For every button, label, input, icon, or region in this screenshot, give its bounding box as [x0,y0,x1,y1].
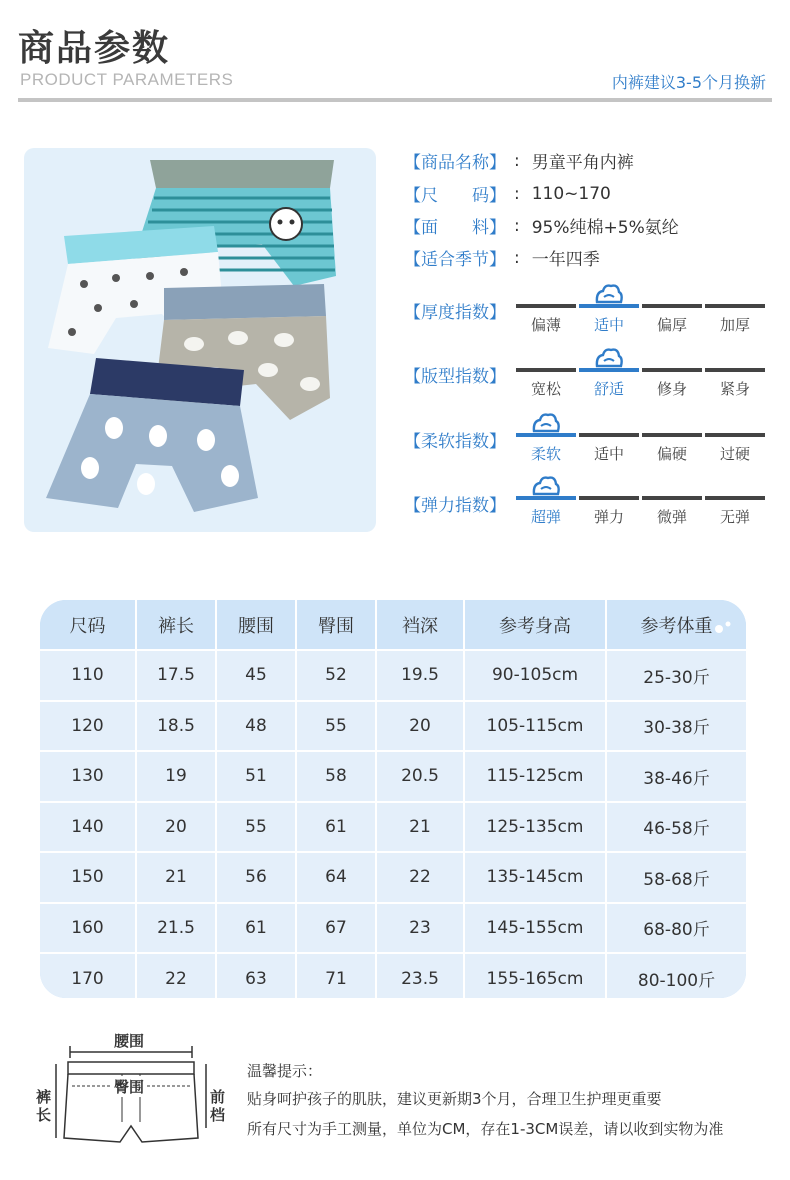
blue-briefs-image [46,358,258,512]
scale-option-label: 过硬 [719,445,750,463]
fit-scale [516,346,768,406]
table-cell: 120 [40,701,136,752]
scale-option-label: 宽松 [530,380,561,398]
column-header: 尺码 [40,600,136,650]
column-header: 裆深 [376,600,464,650]
table-cell: 20 [136,802,216,853]
replacement-note: 内裤建议3-5个月换新 [611,73,766,92]
table-row [40,903,746,954]
table-cell: 68-80斤 [606,903,746,954]
tips-title: 温馨提示： [247,1062,323,1080]
colon: : [514,183,520,204]
scale-option-label: 微弹 [656,508,687,526]
table-header-row [40,600,746,650]
table-cell: 19.5 [376,650,464,701]
page-subtitle: PRODUCT PARAMETERS [20,70,234,89]
header-divider [18,98,772,102]
info-label: 【适合季节】 [404,250,506,270]
info-label: 【商品名称】 [404,153,506,173]
scale-option-label: 偏厚 [656,316,687,334]
table-cell: 23 [376,903,464,954]
length-label: 裤长 [36,1088,52,1124]
product-photo [24,148,376,532]
index-label-fit: 【版型指数】 [404,367,506,387]
table-cell: 51 [216,751,296,802]
table-cell: 135-145cm [464,852,606,903]
table-cell: 19 [136,751,216,802]
size-table-grid [40,600,746,998]
table-cell: 21 [136,852,216,903]
scale-bar [516,433,576,437]
scale-bar [705,368,765,372]
scale-option-label: 偏薄 [530,316,561,334]
table-cell: 63 [216,953,296,998]
table-cell: 23.5 [376,953,464,998]
index-label-thickness: 【厚度指数】 [404,303,506,323]
boxer-briefs-illustration [24,148,376,532]
table-cell: 67 [296,903,376,954]
briefs-outline-diagram [36,1030,236,1170]
rise-label: 前档 [210,1088,226,1124]
info-label: 【面 料】 [404,218,506,238]
thickness-scale [516,282,768,342]
scale-option-label: 无弹 [719,508,750,526]
scale-bar [516,368,576,372]
table-cell: 58-68斤 [606,852,746,903]
column-header: 参考身高 [464,600,606,650]
info-row-name [404,148,634,173]
table-cell: 64 [296,852,376,903]
scale-bar [579,304,639,308]
table-row [40,953,746,998]
table-cell: 150 [40,852,136,903]
scale-bar [516,496,576,500]
scale-bar [705,433,765,437]
elasticity-scale [516,474,768,534]
scale-option-label: 舒适 [593,380,624,398]
scale-bar [642,304,702,308]
column-header: 参考体重 [606,600,746,650]
table-cell: 21 [376,802,464,853]
column-header: 裤长 [136,600,216,650]
info-value: 一年四季 [531,250,600,270]
info-label: 【尺 码】 [404,186,506,206]
table-cell: 61 [216,903,296,954]
table-cell: 130 [40,751,136,802]
scale-option-label: 适中 [593,445,624,463]
table-cell: 45 [216,650,296,701]
hip-label: 臀围 [114,1078,145,1096]
table-cell: 20.5 [376,751,464,802]
info-value: 男童平角内裤 [531,153,634,173]
table-row [40,802,746,853]
scale-option-label: 加厚 [719,316,750,334]
table-cell: 17.5 [136,650,216,701]
table-cell: 80-100斤 [606,953,746,998]
colon: : [514,150,520,171]
info-row-fabric [404,213,679,238]
colon: : [514,247,520,268]
table-body [40,650,746,998]
scale-bar [579,433,639,437]
scale-option-label: 修身 [656,380,687,398]
column-header: 臀围 [296,600,376,650]
table-cell: 56 [216,852,296,903]
scale-option-label: 适中 [593,316,624,334]
size-table [40,600,746,998]
table-cell: 22 [376,852,464,903]
index-label-elasticity: 【弹力指数】 [404,496,506,516]
scale-option-label: 超弹 [530,508,561,526]
table-cell: 115-125cm [464,751,606,802]
table-cell: 140 [40,802,136,853]
table-cell: 105-115cm [464,701,606,752]
scale-bar [642,496,702,500]
table-cell: 21.5 [136,903,216,954]
info-value: 95%纯棉+5%氨纶 [531,218,679,238]
selected-marker-icon [531,474,561,496]
waist-label: 腰围 [114,1032,145,1050]
info-row-season [404,245,600,270]
selected-marker-icon [594,346,624,368]
table-cell: 22 [136,953,216,998]
table-cell: 46-58斤 [606,802,746,853]
table-cell: 20 [376,701,464,752]
index-label-softness: 【柔软指数】 [404,432,506,452]
table-cell: 55 [296,701,376,752]
table-cell: 170 [40,953,136,998]
selected-marker-icon [594,282,624,304]
table-row [40,852,746,903]
table-cell: 30-38斤 [606,701,746,752]
scale-bar [579,496,639,500]
info-value: 110~170 [531,183,611,204]
table-cell: 110 [40,650,136,701]
table-cell: 18.5 [136,701,216,752]
table-row [40,751,746,802]
scale-bar [705,304,765,308]
scale-option-label: 偏硬 [656,445,687,463]
table-row [40,650,746,701]
table-cell: 160 [40,903,136,954]
tip-line: 所有尺寸为手工测量，单位为CM，存在1-3CM误差，请以收到实物为准 [247,1120,724,1138]
table-cell: 155-165cm [464,953,606,998]
table-cell: 145-155cm [464,903,606,954]
scale-bar [642,368,702,372]
scale-option-label: 弹力 [593,508,624,526]
measurement-diagram [36,1030,236,1170]
scale-option-label: 紧身 [719,380,750,398]
table-cell: 125-135cm [464,802,606,853]
table-row [40,701,746,752]
bubble-decoration-icon [712,618,734,636]
table-cell: 48 [216,701,296,752]
table-cell: 25-30斤 [606,650,746,701]
table-cell: 55 [216,802,296,853]
softness-scale [516,411,768,471]
colon: : [514,215,520,236]
info-row-size [404,181,611,206]
scale-bar [705,496,765,500]
scale-bar [579,368,639,372]
column-header: 腰围 [216,600,296,650]
table-cell: 90-105cm [464,650,606,701]
scale-bar [642,433,702,437]
selected-marker-icon [531,411,561,433]
table-cell: 71 [296,953,376,998]
page-title: 商品参数 [18,28,171,69]
table-cell: 38-46斤 [606,751,746,802]
scale-bar [516,304,576,308]
table-cell: 61 [296,802,376,853]
table-cell: 58 [296,751,376,802]
table-cell: 52 [296,650,376,701]
scale-option-label: 柔软 [530,445,561,463]
tip-line: 贴身呵护孩子的肌肤，建议更新期3个月，合理卫生护理更重要 [247,1090,662,1108]
